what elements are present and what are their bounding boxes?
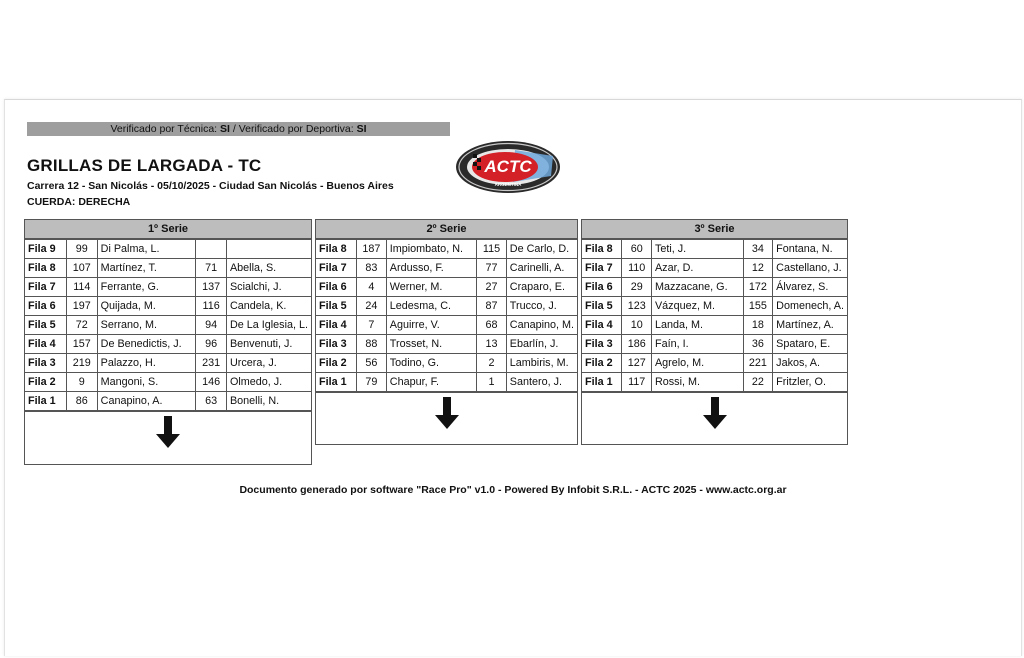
- car-number: 72: [66, 316, 97, 335]
- driver-name: Fritzler, O.: [773, 373, 847, 392]
- driver-name: Rossi, M.: [651, 373, 743, 392]
- fila-label: Fila 9: [25, 240, 66, 259]
- cuerda-label: CUERDA: DERECHA: [27, 196, 131, 208]
- grid-table: [25, 239, 311, 411]
- driver-name: Abella, S.: [226, 259, 311, 278]
- car-number: 22: [743, 373, 773, 392]
- car-number: 94: [196, 316, 227, 335]
- grid-row: [25, 240, 311, 259]
- driver-name: Carinelli, A.: [506, 259, 577, 278]
- fila-label: Fila 1: [582, 373, 622, 392]
- grid-row: [316, 373, 577, 392]
- driver-name: Craparo, E.: [506, 278, 577, 297]
- car-number: 7: [356, 316, 386, 335]
- driver-name: Quijada, M.: [97, 297, 196, 316]
- driver-name: Di Palma, L.: [97, 240, 196, 259]
- serie-1-panel: [24, 219, 312, 465]
- car-number: 68: [477, 316, 507, 335]
- fila-label: Fila 3: [25, 354, 66, 373]
- car-number: 219: [66, 354, 97, 373]
- car-number: 56: [356, 354, 386, 373]
- car-number: 172: [743, 278, 773, 297]
- grid-row: [582, 373, 847, 392]
- grid-table: [582, 239, 847, 392]
- fila-label: Fila 7: [316, 259, 356, 278]
- fila-label: Fila 3: [582, 335, 622, 354]
- fila-label: Fila 4: [316, 316, 356, 335]
- serie-3-panel: [581, 219, 848, 445]
- driver-name: Castellano, J.: [773, 259, 847, 278]
- logo-text: ACTC: [484, 157, 532, 176]
- actc-logo: [455, 140, 561, 194]
- car-number: 83: [356, 259, 386, 278]
- fila-label: Fila 8: [582, 240, 622, 259]
- grid-row: [25, 354, 311, 373]
- car-number: 79: [356, 373, 386, 392]
- fila-label: Fila 2: [316, 354, 356, 373]
- fila-label: Fila 2: [582, 354, 622, 373]
- serie-title: 1º Serie: [25, 220, 311, 239]
- driver-name: Canapino, M.: [506, 316, 577, 335]
- car-number: 4: [356, 278, 386, 297]
- fila-label: Fila 4: [582, 316, 622, 335]
- driver-name: Scialchi, J.: [226, 278, 311, 297]
- driver-name: Ferrante, G.: [97, 278, 196, 297]
- driver-name: Bonelli, N.: [226, 392, 311, 411]
- fila-label: Fila 7: [25, 278, 66, 297]
- driver-name: Jakos, A.: [773, 354, 847, 373]
- race-subtitle: Carrera 12 - San Nicolás - 05/10/2025 - Ciudad San Nicolás - Buenos Aires: [27, 180, 394, 192]
- car-number: 116: [196, 297, 227, 316]
- fila-label: Fila 6: [582, 278, 622, 297]
- car-number: 186: [622, 335, 652, 354]
- grid-row: [316, 354, 577, 373]
- driver-name: Impiombato, N.: [386, 240, 476, 259]
- serie-title: 3º Serie: [582, 220, 847, 239]
- serie-title: 2º Serie: [316, 220, 577, 239]
- verification-deportiva-label: Verificado por Deportiva:: [238, 123, 354, 135]
- driver-name: Aguirre, V.: [386, 316, 476, 335]
- driver-name: Martínez, A.: [773, 316, 847, 335]
- fila-label: Fila 6: [316, 278, 356, 297]
- car-number: 117: [622, 373, 652, 392]
- car-number: 231: [196, 354, 227, 373]
- car-number: 77: [477, 259, 507, 278]
- fila-label: Fila 7: [582, 259, 622, 278]
- driver-name: Lambiris, M.: [506, 354, 577, 373]
- driver-name: Serrano, M.: [97, 316, 196, 335]
- logo-subtext: ARGENTINA: [494, 182, 522, 187]
- page-title: GRILLAS DE LARGADA - TC: [27, 156, 262, 175]
- driver-name: Todino, G.: [386, 354, 476, 373]
- grid-row: [25, 335, 311, 354]
- fila-label: Fila 5: [582, 297, 622, 316]
- fila-label: Fila 5: [316, 297, 356, 316]
- driver-name: Chapur, F.: [386, 373, 476, 392]
- grid-row: [316, 278, 577, 297]
- car-number: 27: [477, 278, 507, 297]
- car-number: 36: [743, 335, 773, 354]
- car-number: 137: [196, 278, 227, 297]
- grid-table: [316, 239, 577, 392]
- driver-name: Benvenuti, J.: [226, 335, 311, 354]
- driver-name: Teti, J.: [651, 240, 743, 259]
- car-number: 96: [196, 335, 227, 354]
- grid-row: [25, 259, 311, 278]
- document-page: [4, 99, 1022, 656]
- car-number: 29: [622, 278, 652, 297]
- arrow-area: [25, 411, 311, 452]
- driver-name: Santero, J.: [506, 373, 577, 392]
- driver-name: Ebarlín, J.: [506, 335, 577, 354]
- driver-name: Agrelo, M.: [651, 354, 743, 373]
- car-number: 99: [66, 240, 97, 259]
- driver-name: Ledesma, C.: [386, 297, 476, 316]
- verification-deportiva-value: SI: [356, 123, 367, 135]
- verification-bar: [27, 122, 450, 136]
- car-number: 114: [66, 278, 97, 297]
- fila-label: Fila 3: [316, 335, 356, 354]
- grid-row: [582, 259, 847, 278]
- driver-name: De Benedictis, J.: [97, 335, 196, 354]
- grid-row: [25, 392, 311, 411]
- grid-row: [582, 297, 847, 316]
- driver-name: Martínez, T.: [97, 259, 196, 278]
- driver-name: Mazzacane, G.: [651, 278, 743, 297]
- car-number: 197: [66, 297, 97, 316]
- driver-name: Trucco, J.: [506, 297, 577, 316]
- grid-row: [25, 373, 311, 392]
- driver-name: Palazzo, H.: [97, 354, 196, 373]
- car-number: 110: [622, 259, 652, 278]
- car-number: 157: [66, 335, 97, 354]
- driver-name: Mangoni, S.: [97, 373, 196, 392]
- car-number: 146: [196, 373, 227, 392]
- driver-name: Faín, I.: [651, 335, 743, 354]
- driver-name: Olmedo, J.: [226, 373, 311, 392]
- grid-row: [582, 240, 847, 259]
- driver-name: Werner, M.: [386, 278, 476, 297]
- verification-tecnica-value: SI: [220, 123, 230, 135]
- car-number: 71: [196, 259, 227, 278]
- grid-row: [316, 297, 577, 316]
- arrow-area: [582, 392, 847, 433]
- fila-label: Fila 6: [25, 297, 66, 316]
- driver-name: Landa, M.: [651, 316, 743, 335]
- grid-row: [316, 240, 577, 259]
- driver-name: Domenech, A.: [773, 297, 847, 316]
- driver-name: Azar, D.: [651, 259, 743, 278]
- verification-separator: /: [229, 123, 239, 135]
- driver-name: De La Iglesia, L.: [226, 316, 311, 335]
- driver-name: De Carlo, D.: [506, 240, 577, 259]
- car-number: 24: [356, 297, 386, 316]
- driver-name: [226, 240, 311, 259]
- car-number: 87: [477, 297, 507, 316]
- fila-label: Fila 1: [316, 373, 356, 392]
- grid-row: [582, 278, 847, 297]
- driver-name: Fontana, N.: [773, 240, 847, 259]
- fila-label: Fila 8: [316, 240, 356, 259]
- serie-2-panel: [315, 219, 578, 445]
- fila-label: Fila 8: [25, 259, 66, 278]
- fila-label: Fila 5: [25, 316, 66, 335]
- car-number: 13: [477, 335, 507, 354]
- grid-row: [316, 259, 577, 278]
- car-number: 63: [196, 392, 227, 411]
- car-number: 34: [743, 240, 773, 259]
- driver-name: Trosset, N.: [386, 335, 476, 354]
- car-number: 221: [743, 354, 773, 373]
- grid-row: [25, 297, 311, 316]
- footer-text: Documento generado por software "Race Pro" v1.0 - Powered By Infobit S.R.L. - ACTC 2025 - www.actc.org.ar: [239, 484, 787, 496]
- car-number: 1: [477, 373, 507, 392]
- grid-row: [25, 316, 311, 335]
- verification-tecnica-label: Verificado por Técnica:: [110, 123, 218, 135]
- driver-name: Canapino, A.: [97, 392, 196, 411]
- car-number: 187: [356, 240, 386, 259]
- car-number: 123: [622, 297, 652, 316]
- driver-name: Candela, K.: [226, 297, 311, 316]
- fila-label: Fila 4: [25, 335, 66, 354]
- fila-label: Fila 1: [25, 392, 66, 411]
- grid-row: [25, 278, 311, 297]
- car-number: 9: [66, 373, 97, 392]
- arrow-down-icon: [702, 397, 728, 429]
- arrow-down-icon: [434, 397, 460, 429]
- grid-row: [582, 316, 847, 335]
- car-number: 60: [622, 240, 652, 259]
- car-number: 86: [66, 392, 97, 411]
- grid-row: [316, 335, 577, 354]
- car-number: 115: [477, 240, 507, 259]
- car-number: 18: [743, 316, 773, 335]
- driver-name: Ardusso, F.: [386, 259, 476, 278]
- fila-label: Fila 2: [25, 373, 66, 392]
- driver-name: Álvarez, S.: [773, 278, 847, 297]
- car-number: 155: [743, 297, 773, 316]
- car-number: 88: [356, 335, 386, 354]
- driver-name: Spataro, E.: [773, 335, 847, 354]
- car-number: 12: [743, 259, 773, 278]
- grid-row: [582, 354, 847, 373]
- arrow-down-icon: [155, 416, 181, 448]
- grid-row: [316, 316, 577, 335]
- driver-name: Vázquez, M.: [651, 297, 743, 316]
- car-number: 2: [477, 354, 507, 373]
- grid-row: [582, 335, 847, 354]
- car-number: 107: [66, 259, 97, 278]
- driver-name: Urcera, J.: [226, 354, 311, 373]
- car-number: 10: [622, 316, 652, 335]
- arrow-area: [316, 392, 577, 433]
- car-number: 127: [622, 354, 652, 373]
- car-number: [196, 240, 227, 259]
